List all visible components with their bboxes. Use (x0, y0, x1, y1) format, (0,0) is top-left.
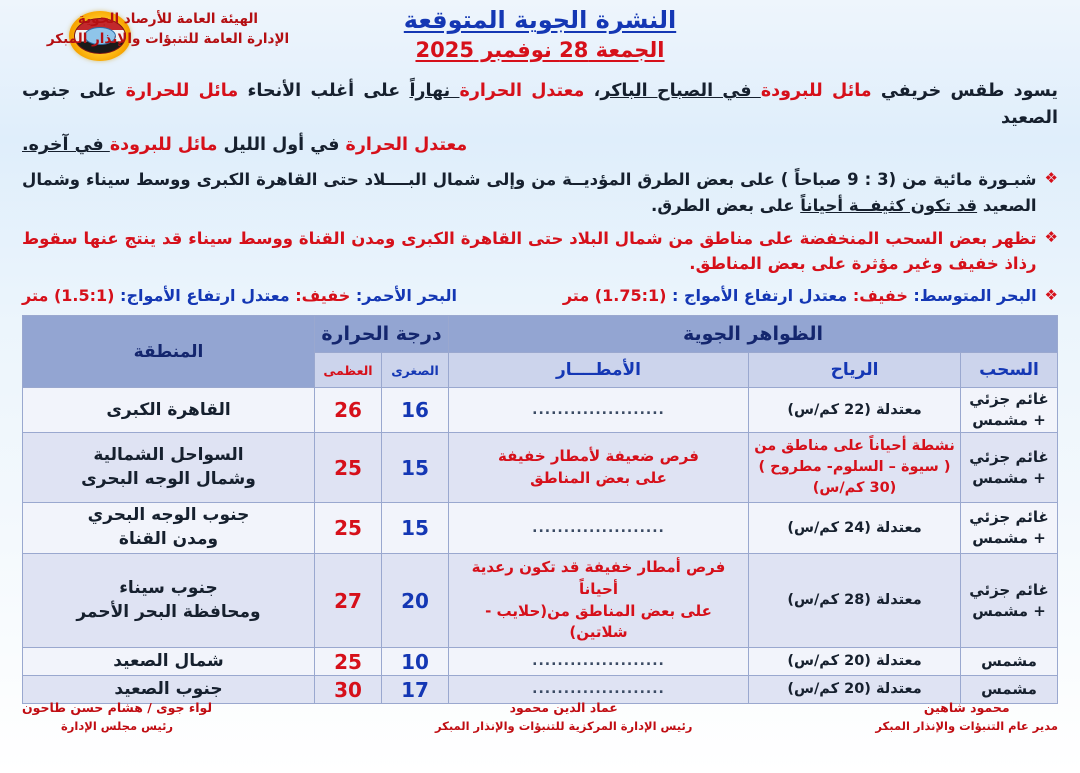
advisory-item-sea-state (22, 284, 1058, 309)
header-max-temp: العظمى (314, 353, 381, 388)
cell-region: شمال الصعيد (23, 648, 315, 676)
organization-block (18, 10, 318, 49)
page-header (0, 0, 1080, 72)
cell-min-temp: 17 (382, 676, 449, 704)
cell-min-temp: 15 (382, 433, 449, 503)
intro-seg-5: معتدل الحرارة (459, 81, 585, 101)
cell-wind: معتدلة (28 كم/س) (749, 554, 961, 648)
cell-clouds: غائم جزئي + مشمس (961, 554, 1058, 648)
bullet-marker-icon: ❖ (1044, 169, 1058, 188)
cell-wind: معتدلة (22 كم/س) (749, 388, 961, 433)
cell-region: السواحل الشمالية وشمال الوجه البحرى (23, 433, 315, 503)
cell-rain: ..................... (449, 648, 749, 676)
cell-max-temp: 26 (314, 388, 381, 433)
advisory-fog-text (22, 167, 1037, 218)
cell-min-temp: 10 (382, 648, 449, 676)
central-head-title: رئيس الإدارة المركزية للتنبؤات والإنذار المبكر (435, 718, 693, 733)
red-sea-block (22, 284, 457, 309)
table-row (23, 648, 1058, 676)
clouds-seg-1: تظهر بعض السحب المنخفضة (799, 228, 1037, 248)
intro-seg-10: معتدل الحرارة (345, 135, 468, 156)
intro-seg-1: يسود طقس خريفي (871, 81, 1058, 101)
sea-state-row (22, 284, 1037, 309)
red-sea-label: البحر الأحمر: (355, 285, 457, 305)
cell-rain: ..................... (449, 503, 749, 554)
cell-rain: فرص ضعيفة لأمطار خفيفة على بعض المناطق (449, 433, 749, 503)
table-row (23, 554, 1058, 648)
intro-seg-6: نهاراً (409, 81, 460, 101)
red-sea-waves-value: (1.5:1) متر (22, 285, 115, 305)
advisory-list (22, 167, 1058, 308)
cell-min-temp: 15 (382, 503, 449, 554)
mediterranean-waves-label: ارتفاع الأمواج : (666, 285, 794, 305)
cell-min-temp: 16 (382, 388, 449, 433)
table-row (23, 503, 1058, 554)
bulletin-date: الجمعة 28 نوفمبر 2025 (415, 38, 665, 62)
intro-seg-9: على جنوب الصعيد (22, 81, 1058, 129)
cell-region: جنوب الوجه البحري ومدن القناة (23, 503, 315, 554)
cell-max-temp: 25 (314, 648, 381, 676)
bullet-marker-icon: ❖ (1044, 227, 1058, 246)
mediterranean-state-blue: معتدل (798, 285, 848, 305)
mediterranean-label: البحر المتوسط: (913, 285, 1037, 305)
forecast-director-title: مدير عام التنبؤات والإنذار المبكر (875, 718, 1058, 733)
chairman-name: لواء جوى / هشام حسن طاحون (22, 700, 213, 715)
cell-max-temp: 25 (314, 503, 381, 554)
mediterranean-waves-value: (1.75:1) متر (562, 285, 667, 305)
signature-central-head (435, 699, 692, 735)
signature-forecast-director (875, 699, 1058, 735)
red-sea-waves-label: ارتفاع الأمواج: (114, 285, 236, 305)
advisory-low-clouds-text (22, 226, 1037, 277)
header-region: المنطقة (23, 316, 315, 388)
header-weather-phenomena: الظواهر الجوية (449, 316, 1058, 353)
cell-max-temp: 30 (314, 676, 381, 704)
signature-footer (22, 699, 1058, 735)
advisory-item-low-clouds (22, 226, 1058, 277)
table-head (23, 316, 1058, 388)
organization-department: الإدارة العامة للتنبؤات والإنذار المبكر (46, 30, 290, 47)
cell-region: جنوب سيناء ومحافظة البحر الأحمر (23, 554, 315, 648)
header-clouds: السحب (961, 353, 1058, 388)
red-sea-state-red: خفيف: (295, 285, 351, 305)
intro-seg-8: مائل للحرارة (125, 81, 239, 101)
intro-seg-3: في الصباح الباكر (600, 81, 761, 101)
table-group-header-row (23, 316, 1058, 353)
header-temperature: درجة الحرارة (314, 316, 448, 353)
sea-state-line (22, 284, 1037, 309)
cell-rain: ..................... (449, 676, 749, 704)
intro-seg-2: مائل للبرودة (760, 81, 872, 101)
advisory-item-fog (22, 167, 1058, 218)
cell-min-temp: 20 (382, 554, 449, 648)
clouds-seg-4: على بعض المناطق. (689, 254, 852, 274)
cell-rain: ..................... (449, 388, 749, 433)
cell-clouds: غائم جزئي + مشمس (961, 503, 1058, 554)
intro-seg-12: مائل للبرودة (109, 135, 218, 156)
intro-seg-4: ، (584, 81, 601, 101)
bullet-marker-icon: ❖ (1044, 285, 1058, 304)
cell-clouds: غائم جزئي + مشمس (961, 433, 1058, 503)
red-sea-state-blue: معتدل (241, 285, 290, 305)
organization-name: الهيئة العامة للأرصاد الجوية (77, 11, 259, 27)
fog-seg-2: قد تكون كثيفــة أحياناً (800, 195, 978, 215)
table-body (23, 388, 1058, 704)
header-min-temp: الصغرى (382, 353, 449, 388)
cell-clouds: مشمس (961, 648, 1058, 676)
clouds-seg-3: قد ينتج عنها سقوط رذاذ خفيف وغير مؤثرة (22, 228, 1037, 274)
forecast-table-wrapper (22, 315, 1058, 704)
cell-region: القاهرة الكبرى (23, 388, 315, 433)
central-head-name: عماد الدين محمود (509, 700, 618, 715)
intro-line-2 (22, 132, 1058, 159)
cell-wind: معتدلة (24 كم/س) (749, 503, 961, 554)
fog-seg-3: على بعض الطرق. (651, 195, 801, 215)
header-rain: الأمطــــار (449, 353, 749, 388)
cell-clouds: غائم جزئي + مشمس (961, 388, 1058, 433)
chairman-title: رئيس مجلس الإدارة (61, 718, 174, 733)
summary-paragraph (22, 78, 1058, 159)
signature-chairman (22, 699, 212, 735)
cell-rain: فرص أمطار خفيفة قد تكون رعدية أحياناً على بعض المناطق من(حلايب - شلاتين) (449, 554, 749, 648)
cell-max-temp: 25 (314, 433, 381, 503)
cell-wind: معتدلة (20 كم/س) (749, 648, 961, 676)
intro-seg-13: في آخره. (22, 135, 110, 156)
bulletin-title: النشرة الجوية المتوقعة (403, 6, 677, 34)
forecast-director-name: محمود شاهين (923, 700, 1010, 715)
header-wind: الرياح (749, 353, 961, 388)
cell-clouds: مشمس (961, 676, 1058, 704)
intro-seg-7: على أغلب الأنحاء (238, 81, 410, 101)
mediterranean-sea-block (563, 284, 1037, 309)
clouds-seg-2: على مناطق من شمال البلاد حتى القاهرة الكبرى ومدن القناة ووسط سيناء (182, 228, 800, 248)
mediterranean-state-red: خفيف: (852, 285, 908, 305)
table-row (23, 388, 1058, 433)
intro-seg-11: في أول الليل (217, 135, 346, 156)
cell-region: جنوب الصعيد (23, 676, 315, 704)
forecast-table (22, 315, 1058, 704)
fog-seg-1: شبـورة مائية من (3 : 9 صباحاً ) على بعض الطرق المؤديــة من وإلى شمال البــــلاد حتى القاهرة الكبرى ووسط سيناء وشمال الصعيد (22, 170, 1037, 215)
cell-wind: معتدلة (20 كم/س) (749, 676, 961, 704)
cell-wind: نشطة أحياناً على مناطق من ( سيوة – السلوم- مطروح ) (30 كم/س) (749, 433, 961, 503)
table-row (23, 433, 1058, 503)
cell-max-temp: 27 (314, 554, 381, 648)
